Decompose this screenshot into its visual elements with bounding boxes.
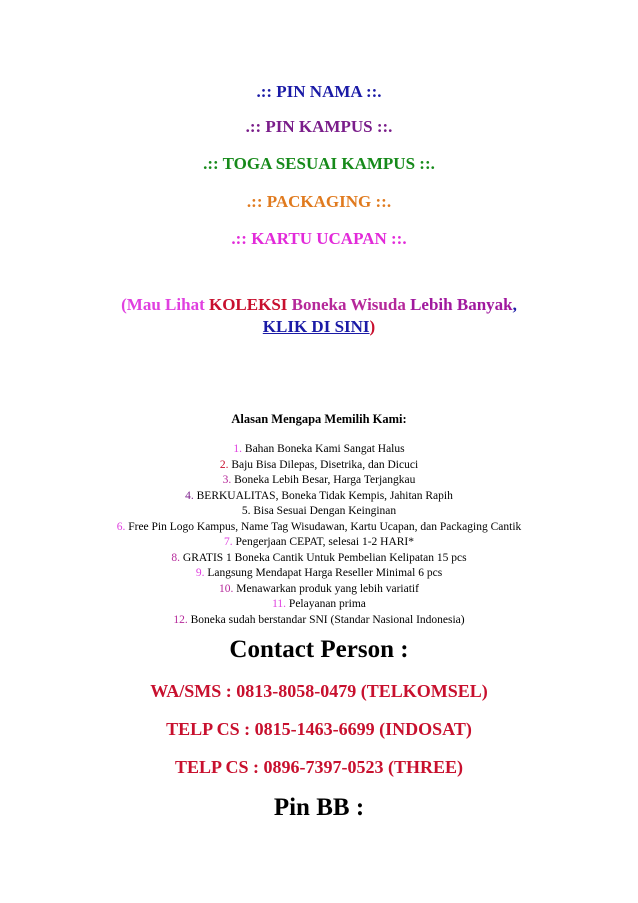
reason-item xyxy=(0,583,638,595)
reason-text: Baju Bisa Dilepas, Disetrika, dan Dicuci xyxy=(228,458,419,471)
reason-number: 5. xyxy=(241,505,251,517)
koleksi-text-2: KOLEKSI xyxy=(208,295,288,314)
pin-kampus-line: .:: PIN KAMPUS ::. xyxy=(245,117,393,136)
packaging-line: .:: PACKAGING ::. xyxy=(246,192,392,211)
reason-item xyxy=(0,474,638,486)
toga-line: .:: TOGA SESUAI KAMPUS ::. xyxy=(203,154,435,173)
reason-number: 2. xyxy=(219,458,229,471)
reason-number: 12. xyxy=(173,613,188,626)
reason-item xyxy=(0,490,638,502)
reason-text: Boneka Lebih Besar, Harga Terjangkau xyxy=(231,474,416,486)
telp-indosat-line: TELP CS : 0815-1463-6699 (INDOSAT) xyxy=(166,719,472,739)
reason-number: 10. xyxy=(219,582,234,595)
wa-sms-line: WA/SMS : 0813-8058-0479 (TELKOMSEL) xyxy=(150,681,488,701)
reasons-heading: Alasan Mengapa Memilih Kami: xyxy=(231,412,407,426)
reason-number: 1. xyxy=(233,443,243,455)
koleksi-paragraph xyxy=(0,294,638,338)
kartu-ucapan-line: .:: KARTU UCAPAN ::. xyxy=(231,229,407,248)
reason-item xyxy=(0,459,638,471)
contact-heading: Contact Person : xyxy=(229,636,409,663)
reason-number: 7. xyxy=(223,536,233,548)
reason-item xyxy=(0,567,638,579)
reason-text: Pengerjaan CEPAT, selesai 1-2 HARI* xyxy=(232,536,415,548)
reason-number: 11. xyxy=(272,598,287,610)
reason-text: Menawarkan produk yang lebih variatif xyxy=(233,582,419,595)
reason-text: BERKUALITAS, Boneka Tidak Kempis, Jahitan Rapih xyxy=(193,489,453,502)
reason-text: Pelayanan prima xyxy=(286,598,366,610)
reason-item xyxy=(0,536,638,548)
koleksi-text-1: (Mau Lihat xyxy=(121,295,209,314)
pin-bb-line: Pin BB : xyxy=(273,794,365,821)
klik-di-sini-link[interactable]: KLIK DI SINI xyxy=(262,317,370,336)
reason-item xyxy=(0,552,638,564)
reason-item xyxy=(0,505,638,517)
reason-number: 4. xyxy=(185,489,194,502)
reason-item xyxy=(0,443,638,455)
reason-number: 3. xyxy=(222,474,232,486)
reason-text: GRATIS 1 Boneka Cantik Untuk Pembelian Kelipatan 15 pcs xyxy=(180,551,467,564)
reason-text: Bisa Sesuai Dengan Keinginan xyxy=(250,505,397,517)
reason-item xyxy=(0,614,638,626)
reason-text: Langsung Mendapat Harga Reseller Minimal 6 pcs xyxy=(204,567,443,579)
reason-item xyxy=(0,521,638,533)
reason-text: Free Pin Logo Kampus, Name Tag Wisudawan, Kartu Ucapan, dan Packaging Cantik xyxy=(125,520,522,533)
reason-text: Bahan Boneka Kami Sangat Halus xyxy=(242,443,405,455)
reason-item xyxy=(0,598,638,610)
reason-text: Boneka sudah berstandar SNI (Standar Nasional Indonesia) xyxy=(187,613,465,626)
koleksi-close: ) xyxy=(369,317,376,336)
reason-number: 9. xyxy=(195,567,205,579)
koleksi-comma: , xyxy=(512,295,517,314)
koleksi-text-3: Boneka Wisuda xyxy=(287,295,406,314)
koleksi-text-4: Lebih Banyak xyxy=(405,295,513,314)
reason-number: 6. xyxy=(116,520,126,533)
pin-nama-line: .:: PIN NAMA ::. xyxy=(256,82,382,101)
reason-number: 8. xyxy=(171,551,181,564)
telp-three-line: TELP CS : 0896-7397-0523 (THREE) xyxy=(174,757,464,777)
